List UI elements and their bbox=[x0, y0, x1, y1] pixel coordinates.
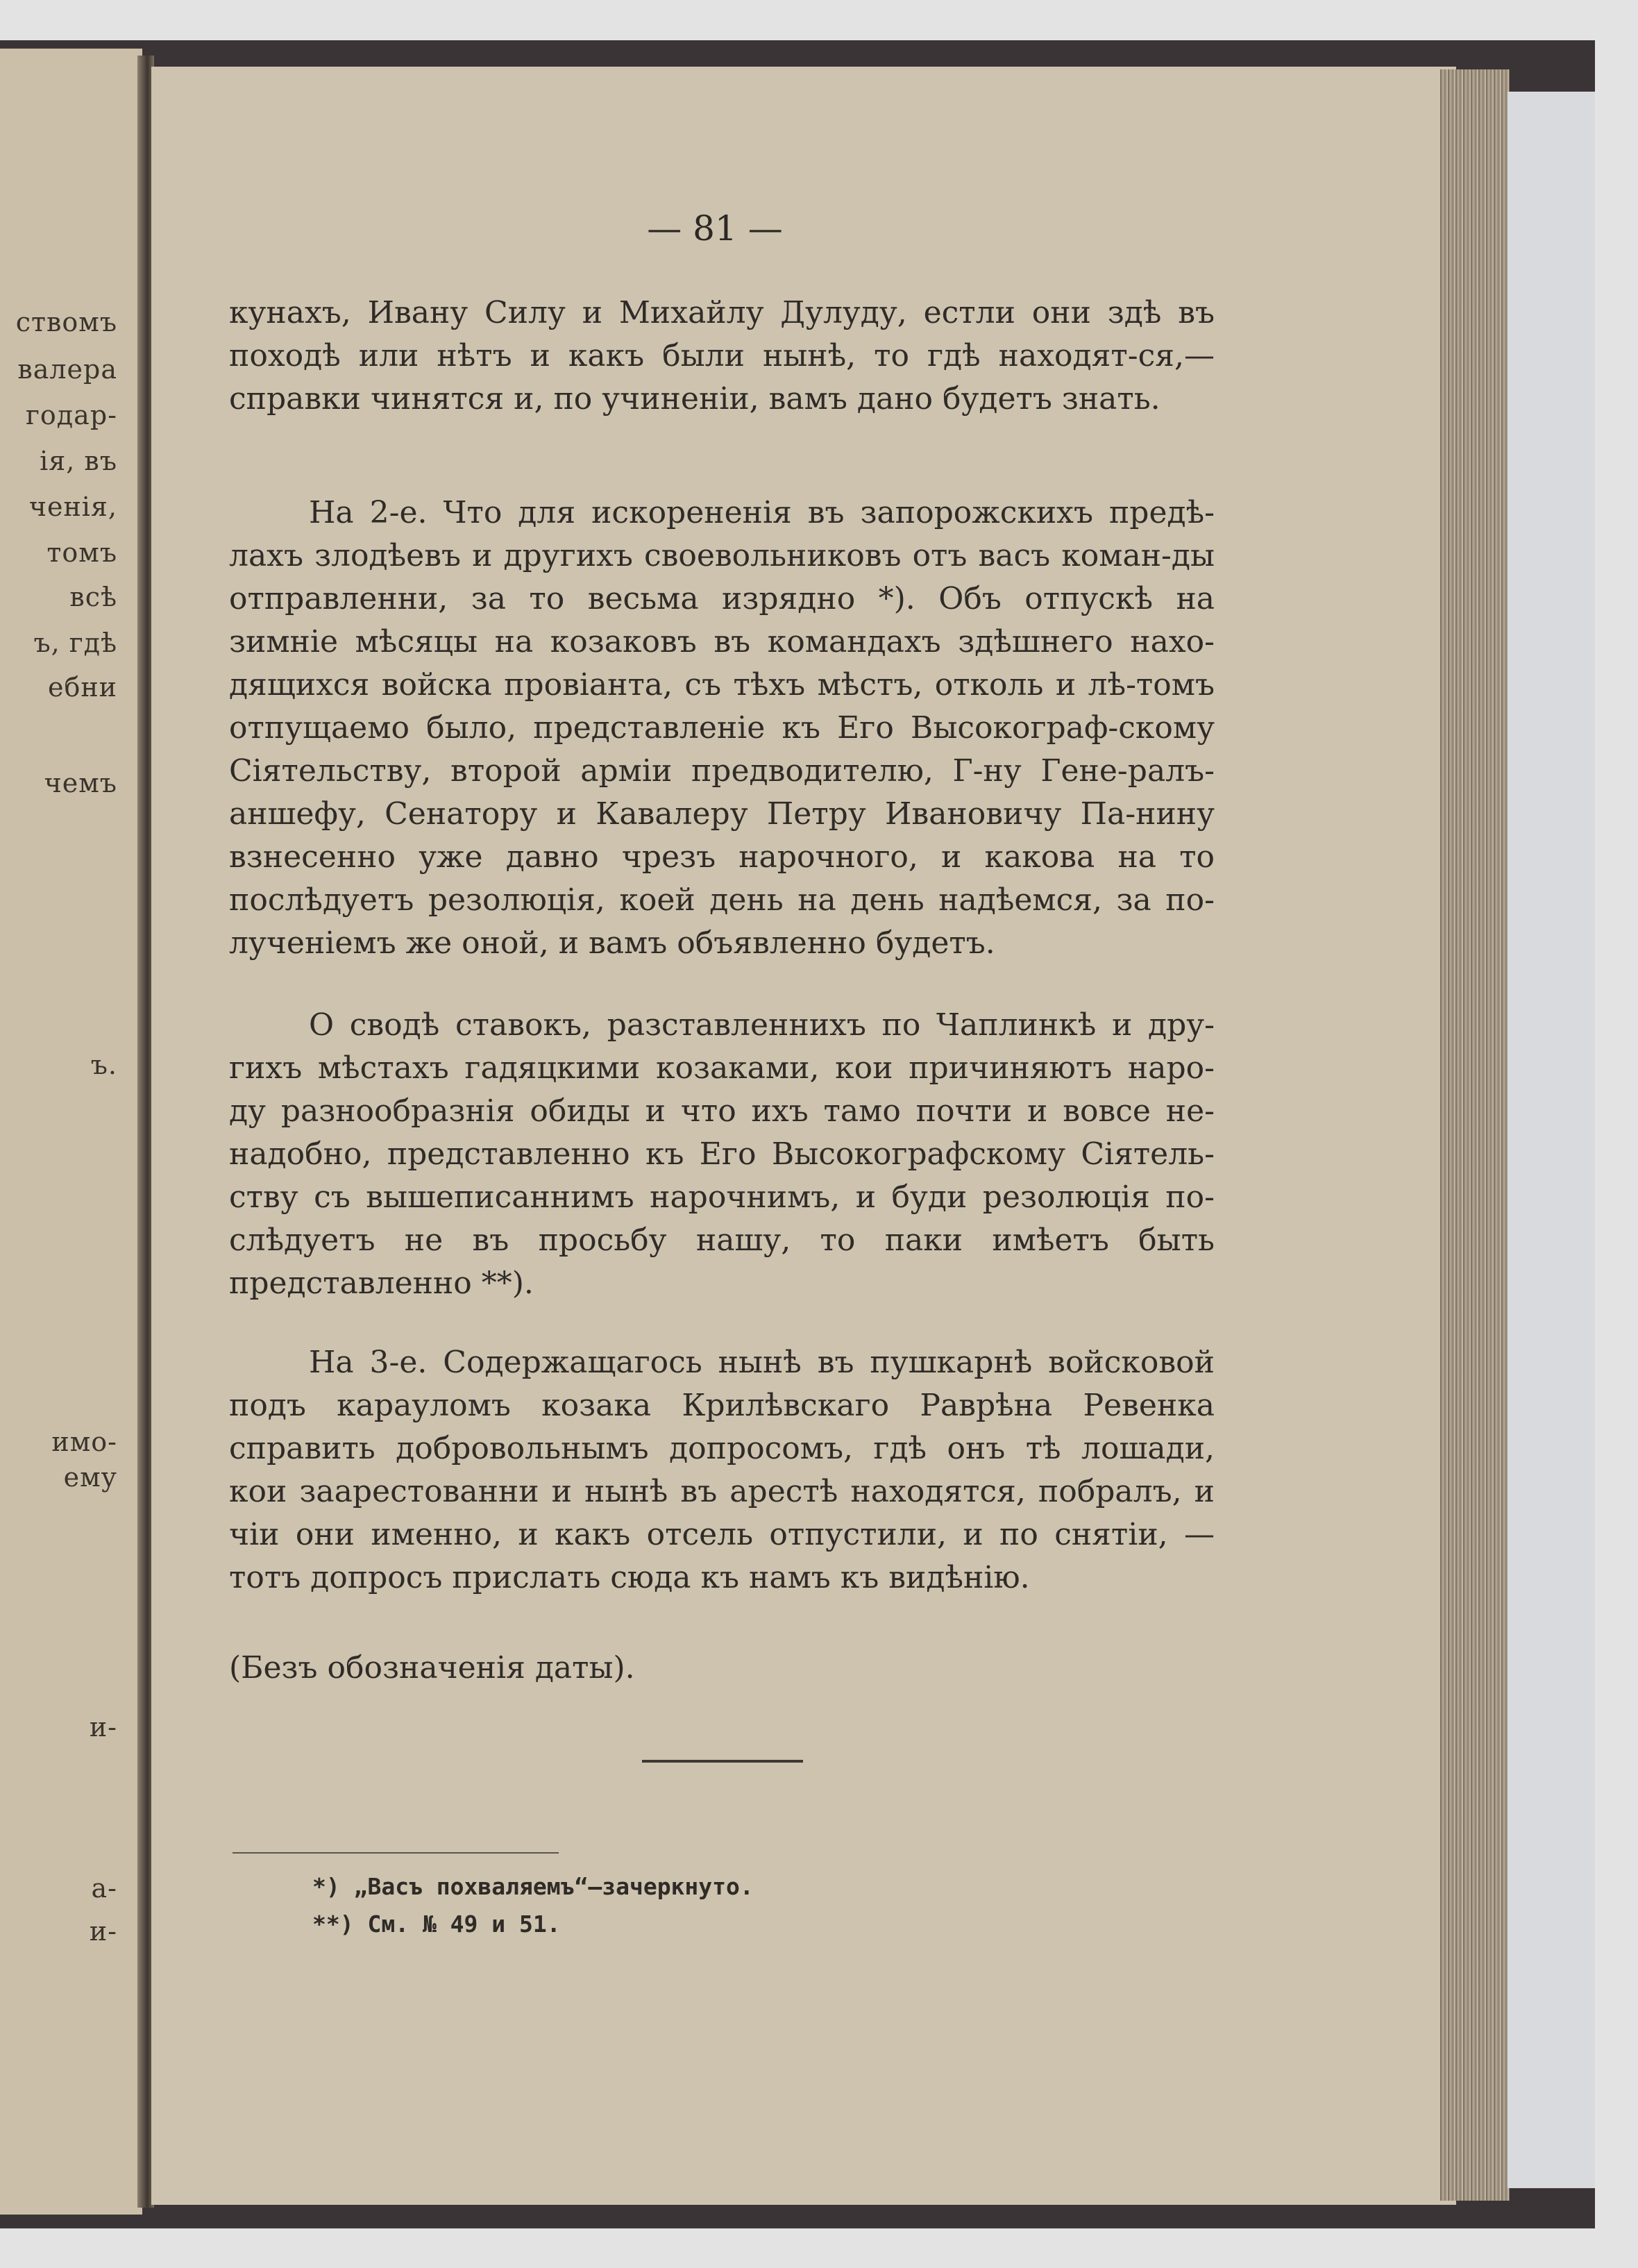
left-page-fragment: всѣ bbox=[69, 582, 117, 612]
left-page-fragment: ему bbox=[63, 1462, 117, 1493]
left-page-fragment: чемъ bbox=[44, 768, 117, 798]
closing-rule bbox=[642, 1760, 803, 1763]
page-number: — 81 — bbox=[647, 208, 783, 249]
left-page-fragment: и- bbox=[89, 1916, 117, 1947]
left-page-fragment: и- bbox=[89, 1712, 117, 1742]
footnote-2: **) См. № 49 и 51. bbox=[312, 1910, 561, 1938]
left-page-fragment: ебни bbox=[47, 672, 117, 703]
footnote-1: *) „Васъ похваляемъ“—зачеркнуто. bbox=[312, 1873, 754, 1900]
left-page-fragment: годар- bbox=[25, 400, 117, 430]
paragraph-item-2: На 2-е. Что для искорененія въ запорожскихъ предѣ-лахъ злодѣевъ и другихъ своевольниковъ отъ васъ коман-ды отправленни, за то весьма изрядно *). Объ отпускѣ на зимніе мѣсяцы на козаковъ въ командахъ здѣшнего нахо-дящихся войска провіанта, съ тѣхъ мѣстъ, отколь и лѣ-томъ отпущаемо было, представленіе къ Его Высокограф-скому Сіятельству, второй арміи предводителю, Г-ну Гене-ралъ-аншефу, Сенатору и Кавалеру Петру Ивановичу Па-нину взнесенно уже давно чрезъ нарочного, и какова на то послѣдуетъ резолюція, коей день на день надѣемся, за по-лученіемъ же оной, и вамъ объявленно будетъ. bbox=[229, 495, 1215, 961]
left-page-fragment: имо- bbox=[51, 1427, 117, 1457]
paragraph-continuation: кунахъ, Ивану Силу и Михайлу Дулуду, естли они здѣ въ походѣ или нѣтъ и какъ были нынѣ, то гдѣ находят-ся,—справки чинятся и, по учиненіи, вамъ дано будетъ знать. bbox=[229, 295, 1215, 417]
left-page-edge bbox=[0, 49, 142, 2215]
date-note: (Безъ обозначенія даты). bbox=[229, 1650, 635, 1686]
left-page-fragment: ъ. bbox=[90, 1050, 117, 1080]
page-edges bbox=[1440, 69, 1510, 2201]
paragraph-svod-stavok: О сводѣ ставокъ, разставленнихъ по Чаплинкѣ и дру-гихъ мѣстахъ гадяцкими козаками, кои причиняютъ наро-ду разнообразнія обиды и что ихъ тамо почти и вовсе не-надобно, представленно къ Его Высокографскому Сіятель-ству съ вышеписаннимъ нарочнимъ, и буди резолюція по-слѣдуетъ не въ просьбу нашу, то паки имѣетъ быть представленно **). bbox=[229, 1007, 1215, 1301]
paragraph-item-3: На 3-е. Содержащагось нынѣ въ пушкарнѣ войсковой подъ карауломъ козака Крилѣвскаго Раврѣна Ревенка справить добровольнымъ допросомъ, гдѣ онъ тѣ лошади, кои заарестованни и нынѣ въ арестѣ находятся, побралъ, и чіи они именно, и какъ отсель отпустили, и по снятіи, — тотъ допросъ прислать сюда къ намъ къ видѣнію. bbox=[229, 1345, 1215, 1595]
left-page-fragment: ъ, гдѣ bbox=[33, 628, 117, 658]
footnote-rule bbox=[233, 1852, 559, 1854]
scan-margin-strip bbox=[1508, 92, 1595, 2188]
left-page-fragment: ченія, bbox=[28, 492, 117, 522]
left-page-fragment: iя, въ bbox=[40, 446, 117, 476]
left-page-fragment: томъ bbox=[47, 537, 117, 568]
left-page-fragment: а- bbox=[91, 1873, 117, 1904]
left-page-fragment: валера bbox=[17, 354, 117, 385]
left-page-fragment: ствомъ bbox=[15, 307, 117, 337]
